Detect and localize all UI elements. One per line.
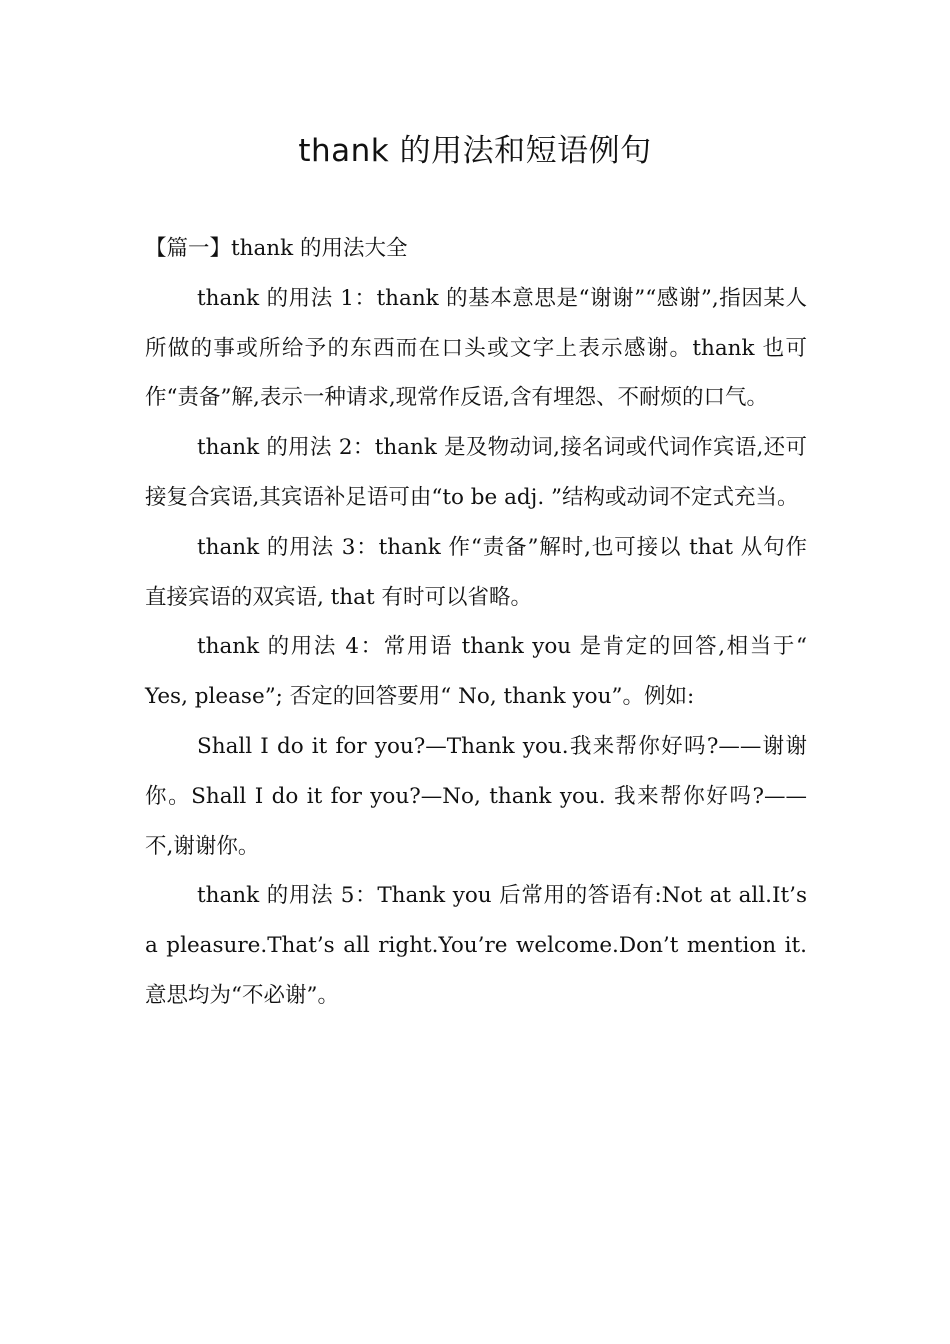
section-heading: 【篇一】thank 的用法大全 — [145, 236, 408, 261]
paragraph-example: Shall I do it for you?—Thank you.我来帮你好吗?——谢谢你。Shall I do it for you?—No, thank you. 我来帮你好吗?——不,谢谢你。 — [145, 733, 807, 859]
paragraph-usage-2: thank 的用法 2：thank 是及物动词,接名词或代词作宾语,还可接复合宾语,其宾语补足语可由“to be adj. ”结构或动词不定式充当。 — [145, 435, 807, 510]
paragraph-usage-5: thank 的用法 5：Thank you 后常用的答语有:Not at all.It’s a pleasure.That’s all right.You’re welcome.Don’t mention it.意思均为“不必谢”。 — [145, 883, 807, 1008]
paragraph-usage-4: thank 的用法 4：常用语 thank you 是肯定的回答,相当于“ Yes, please”; 否定的回答要用“ No, thank you”。例如: — [145, 634, 807, 710]
paragraph-usage-1: thank 的用法 1：thank 的基本意思是“谢谢”“感谢”,指因某人所做的事或所给予的东西而在口头或文字上表示感谢。thank 也可作“责备”解,表示一种请求,现常作反语,含有埋怨、不耐烦的口气。 — [145, 285, 807, 411]
document-body — [145, 224, 807, 1021]
paragraph-usage-3: thank 的用法 3：thank 作“责备”解时,也可接以 that 从句作直接宾语的双宾语, that 有时可以省略。 — [145, 534, 807, 610]
page-title: thank 的用法和短语例句 — [298, 133, 652, 169]
